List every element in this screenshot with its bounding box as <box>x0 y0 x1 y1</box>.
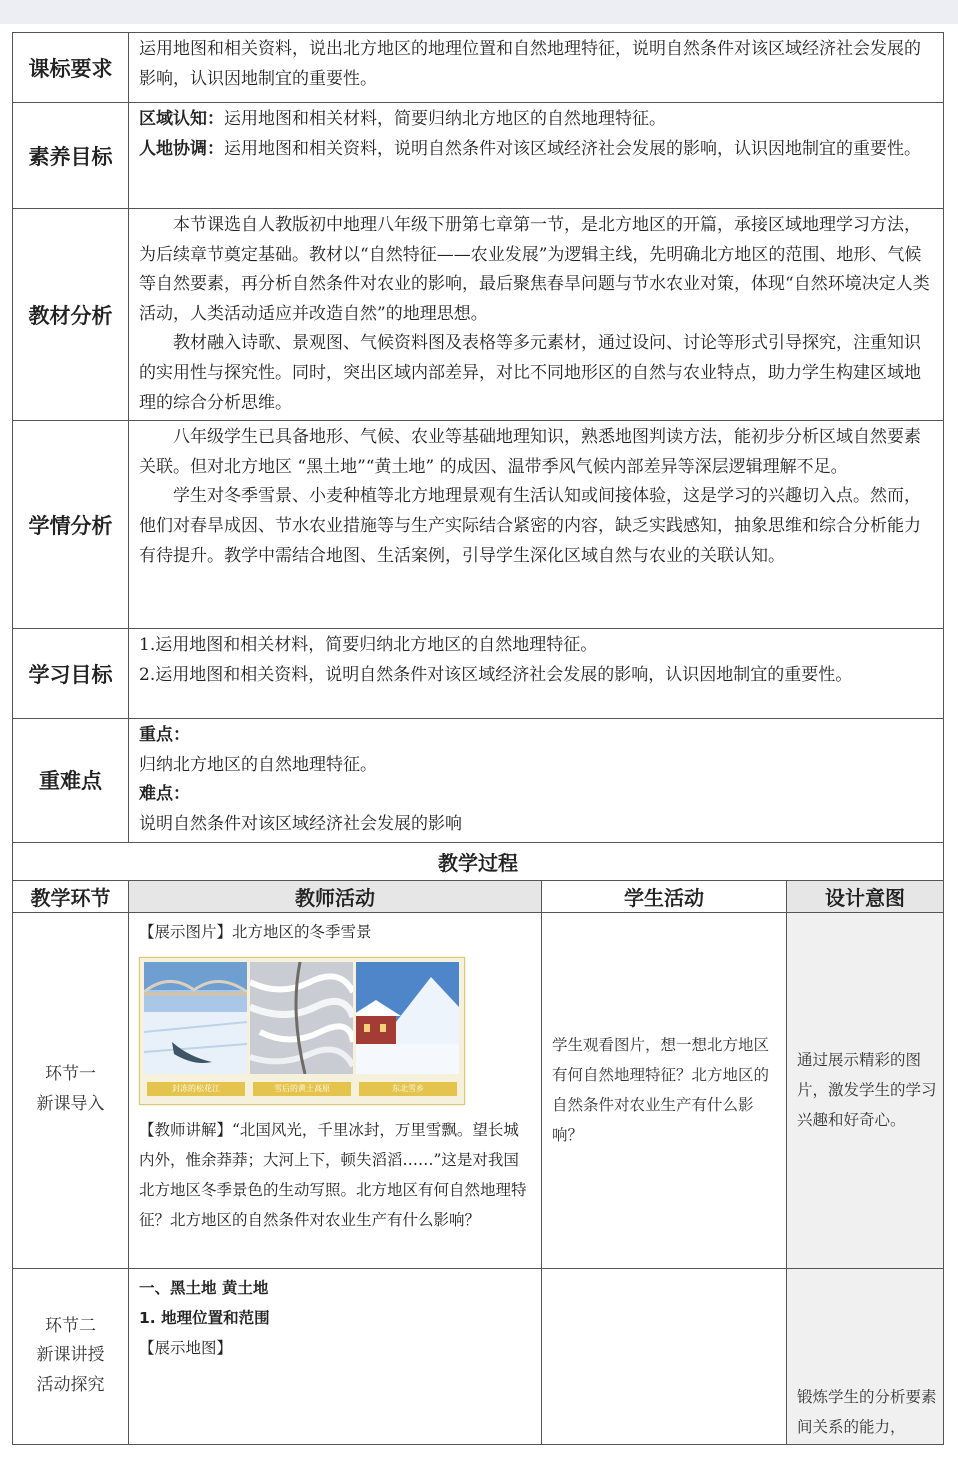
stage-name-line: 活动探究 <box>36 1374 105 1395</box>
stage-name-line: 新课讲授 <box>36 1345 105 1366</box>
row-key-difficult-points <box>13 719 944 842</box>
subsection-heading: 1. 地理位置和范围 <box>139 1308 270 1327</box>
key-point-head: 重点： <box>139 725 190 746</box>
key-point-text: 归纳北方地区的自然地理特征。 <box>139 754 377 775</box>
stage-2-student <box>542 1268 787 1444</box>
photo-frozen-river <box>144 962 247 1074</box>
row-label: 学习目标 <box>13 629 129 719</box>
row-curriculum-standard <box>13 33 944 103</box>
row-label: 学情分析 <box>13 421 129 629</box>
row-label: 重难点 <box>13 719 129 842</box>
header-stage: 教学环节 <box>13 880 129 912</box>
header-teacher: 教师活动 <box>129 880 542 912</box>
stage-2-name <box>13 1268 129 1444</box>
goal-text: 运用地图和相关资料，说明自然条件对该区域经济社会发展的影响，认识因地制宜的重要性。 <box>224 138 921 159</box>
stage-name-line: 环节二 <box>45 1315 96 1336</box>
photo-caption: 东北雪乡 <box>359 1082 457 1096</box>
row-stage-2 <box>13 1268 944 1444</box>
student-analysis-text <box>129 421 944 629</box>
key-difficult-text <box>129 719 944 842</box>
stage-2-intent: 锻炼学生的分析要素间关系的能力， <box>787 1268 944 1444</box>
stage-name-line: 新课导入 <box>36 1094 105 1115</box>
row-stage-1 <box>13 912 944 1268</box>
process-title: 教学过程 <box>13 842 944 880</box>
paragraph: 教材融入诗歌、景观图、气候资料图及表格等多元素材，通过设问、讨论等形式引导探究，注重知识的实用性与探究性。同时，突出区域内部差异，对比不同地形区的自然与农业特点，助力学生构建区域地理的综合分析思维。 <box>139 333 921 413</box>
objective-2: 2.运用地图和相关资料，说明自然条件对该区域经济社会发展的影响，认识因地制宜的重要性。 <box>139 664 853 685</box>
goal-human-earth <box>139 135 935 165</box>
goal-head: 人地协调： <box>139 138 224 159</box>
lesson-plan-sheet <box>12 32 943 1445</box>
teacher-explanation: 【教师讲解】“北国风光，千里冰封，万里雪飘。望长城内外，惟余莽莽；大河上下，顿失滔滔……”这是对我国北方地区冬季景色的生动写照。北方地区有何自然地理特征？北方地区的自然条件对农业生产有什么影响？ <box>139 1120 527 1229</box>
row-student-analysis <box>13 421 944 629</box>
stage-1-student: 学生观看图片，想一想北方地区有何自然地理特征？北方地区的自然条件对农业生产有什么影响？ <box>542 912 787 1268</box>
header-intent: 设计意图 <box>787 880 944 912</box>
lesson-plan-table <box>12 32 944 1445</box>
photo-caption: 封冻的松花江 <box>147 1082 245 1096</box>
paragraph: 运用地图和相关资料，说出北方地区的地理位置和自然地理特征，说明自然条件对该区域经济社会发展的影响，认识因地制宜的重要性。 <box>139 39 921 89</box>
header-student: 学生活动 <box>542 880 787 912</box>
stage-1-teacher <box>129 912 542 1268</box>
snow-town-image <box>356 962 459 1074</box>
winter-photo-strip <box>139 957 465 1105</box>
row-label: 素养目标 <box>13 103 129 209</box>
curriculum-standard-text <box>129 33 944 103</box>
paragraph: 学生对冬季雪景、小麦种植等北方地理景观有生活认知或间接体验，这是学习的兴趣切入点。然而，他们对春旱成因、节水农业措施等与生产实际结合紧密的内容，缺乏实践感知，抽象思维和综合分析能力有待提升。教学中需结合地图、生活案例，引导学生深化区域自然与农业的关联认知。 <box>139 486 921 566</box>
learning-objectives-text <box>129 629 944 719</box>
objective-1: 1.运用地图和相关材料，简要归纳北方地区的自然地理特征。 <box>139 635 598 656</box>
stage-name-line: 环节一 <box>45 1064 96 1085</box>
paragraph: 本节课选自人教版初中地理八年级下册第七章第一节，是北方地区的开篇，承接区域地理学习方法，为后续章节奠定基础。教材以“自然特征——农业发展”为逻辑主线，先明确北方地区的范围、地形、气候等自然要素，再分析自然条件对农业的影响，最后聚焦春旱问题与节水农业对策，体现“自然环境决定人类活动，人类活动适应并改造自然”的地理思想。 <box>139 215 930 324</box>
row-learning-objectives <box>13 629 944 719</box>
photo-snow-town <box>356 962 459 1074</box>
section-heading: 一、黑土地 黄土地 <box>139 1278 269 1297</box>
row-process-title <box>13 842 944 880</box>
textbook-analysis-text <box>129 209 944 421</box>
show-map-tag: 【展示地图】 <box>139 1338 233 1357</box>
row-textbook-analysis <box>13 209 944 421</box>
row-process-headers <box>13 880 944 912</box>
photo-loess-plateau <box>250 962 353 1074</box>
literacy-goals-text <box>129 103 944 209</box>
stage-1-intent: 通过展示精彩的图片，激发学生的学习兴趣和好奇心。 <box>787 912 944 1268</box>
row-label: 课标要求 <box>13 33 129 103</box>
difficult-point-head: 难点： <box>139 784 190 805</box>
goal-head: 区域认知： <box>139 109 224 129</box>
goal-regional-cognition <box>139 105 935 135</box>
stage-2-teacher <box>129 1268 542 1444</box>
goal-text: 运用地图和相关材料，简要归纳北方地区的自然地理特征。 <box>224 109 666 129</box>
row-literacy-goals <box>13 103 944 209</box>
difficult-point-text: 说明自然条件对该区域经济社会发展的影响 <box>139 813 462 834</box>
frozen-river-image <box>144 962 247 1074</box>
show-picture-tag: 【展示图片】北方地区的冬季雪景 <box>139 922 372 941</box>
photo-caption: 雪后的黄土高原 <box>253 1082 351 1096</box>
loess-plateau-image <box>250 962 353 1074</box>
row-label: 教材分析 <box>13 209 129 421</box>
stage-1-name <box>13 912 129 1268</box>
viewer-top-bar <box>0 0 958 24</box>
paragraph: 八年级学生已具备地形、气候、农业等基础地理知识，熟悉地图判读方法，能初步分析区域自然要素关联。但对北方地区 “黑土地”“黄土地” 的成因、温带季风气候内部差异等深层逻辑理解不足。 <box>139 427 921 477</box>
